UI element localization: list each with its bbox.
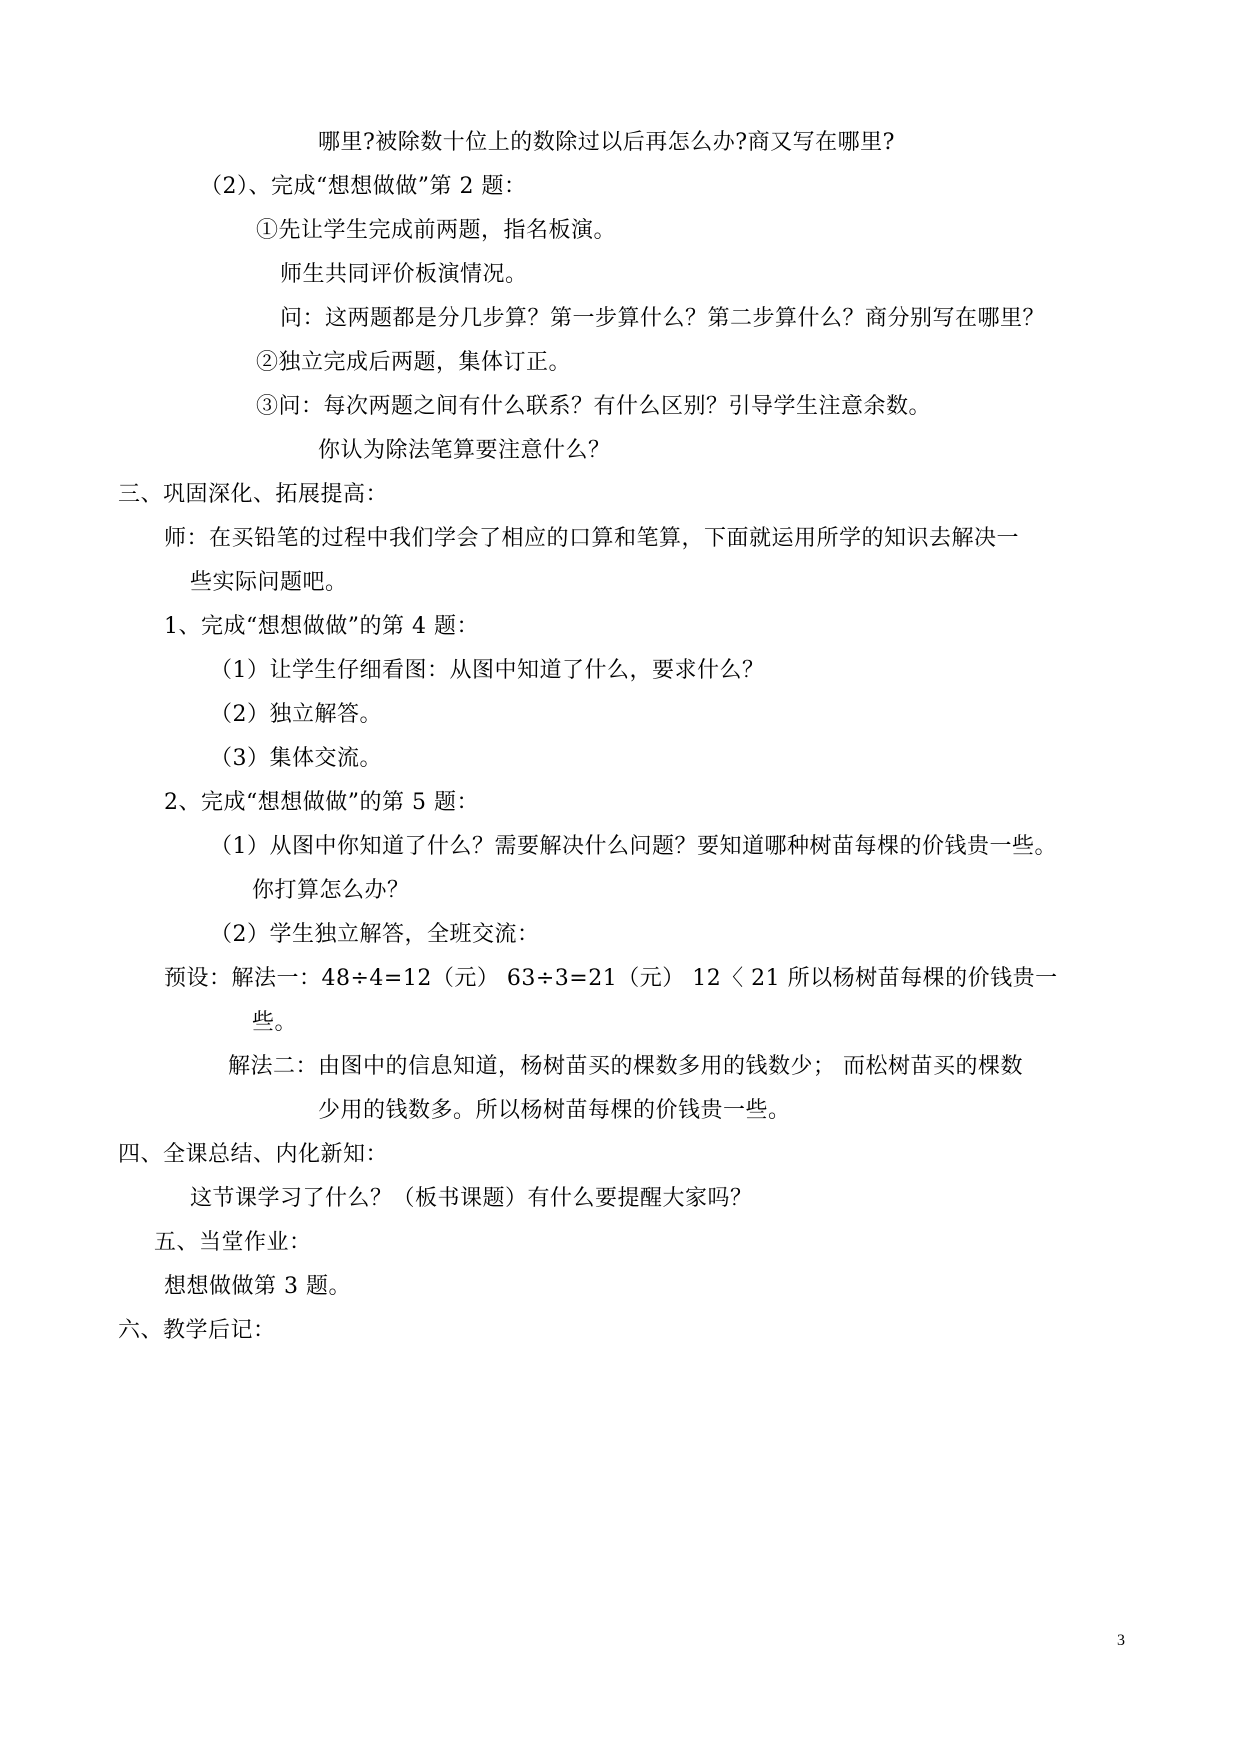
- text-line-23: 少用的钱数多。所以杨树苗每棵的价钱贵一些。: [318, 1098, 791, 1123]
- text-line-5: 问：这两题都是分几步算？第一步算什么？第二步算什么？商分别写在哪里？: [280, 306, 1046, 331]
- text-line-25: 这节课学习了什么？（板书课题）有什么要提醒大家吗？: [190, 1186, 753, 1211]
- page-number: 3: [1117, 1632, 1125, 1649]
- text-line-17: （1）从图中你知道了什么？需要解决什么问题？要知道哪种树苗每棵的价钱贵一些。: [210, 834, 1057, 859]
- section-heading-6: 六、教学后记：: [118, 1318, 276, 1343]
- text-line-10: 师：在买铅笔的过程中我们学会了相应的口算和笔算，下面就运用所学的知识去解决一: [164, 526, 1020, 551]
- section-heading-4: 四、全课总结、内化新知：: [118, 1142, 389, 1167]
- section-heading-5: 五、当堂作业：: [154, 1230, 312, 1255]
- text-line-14: （2）独立解答。: [210, 702, 382, 727]
- text-line-19: （2）学生独立解答，全班交流：: [210, 922, 540, 947]
- text-line-2: （2）、完成“想想做做”第 2 题：: [200, 174, 527, 199]
- section-heading-3: 三、巩固深化、拓展提高：: [118, 482, 389, 507]
- text-line-4: 师生共同评价板演情况。: [280, 262, 528, 287]
- text-line-6: ②独立完成后两题，集体订正。: [256, 350, 572, 375]
- text-line-15: （3）集体交流。: [210, 746, 382, 771]
- text-line-16: 2、完成“想想做做”的第 5 题：: [164, 790, 479, 815]
- text-line-27: 想想做做第 3 题。: [164, 1274, 351, 1299]
- text-line-21: 些。: [252, 1010, 298, 1035]
- text-line-11: 些实际问题吧。: [190, 570, 348, 595]
- text-line-3: ①先让学生完成前两题，指名板演。: [256, 218, 617, 243]
- text-line-13: （1）让学生仔细看图：从图中知道了什么，要求什么？: [210, 658, 765, 683]
- text-line-7: ③问：每次两题之间有什么联系？有什么区别？引导学生注意余数。: [256, 394, 932, 419]
- text-line-8: 你认为除法笔算要注意什么？: [318, 438, 611, 463]
- text-line-18: 你打算怎么办？: [252, 878, 410, 903]
- text-line-12: 1、完成“想想做做”的第 4 题：: [164, 614, 479, 639]
- text-line-22: 解法二：由图中的信息知道，杨树苗买的棵数多用的钱数少； 而松树苗买的棵数: [228, 1054, 1023, 1079]
- text-line-1: 哪里?被除数十位上的数除过以后再怎么办?商又写在哪里?: [318, 130, 895, 155]
- text-line-20: 预设：解法一：48÷4=12（元） 63÷3=21（元） 12〈 21 所以杨树苗每棵的价钱贵一: [164, 966, 1058, 991]
